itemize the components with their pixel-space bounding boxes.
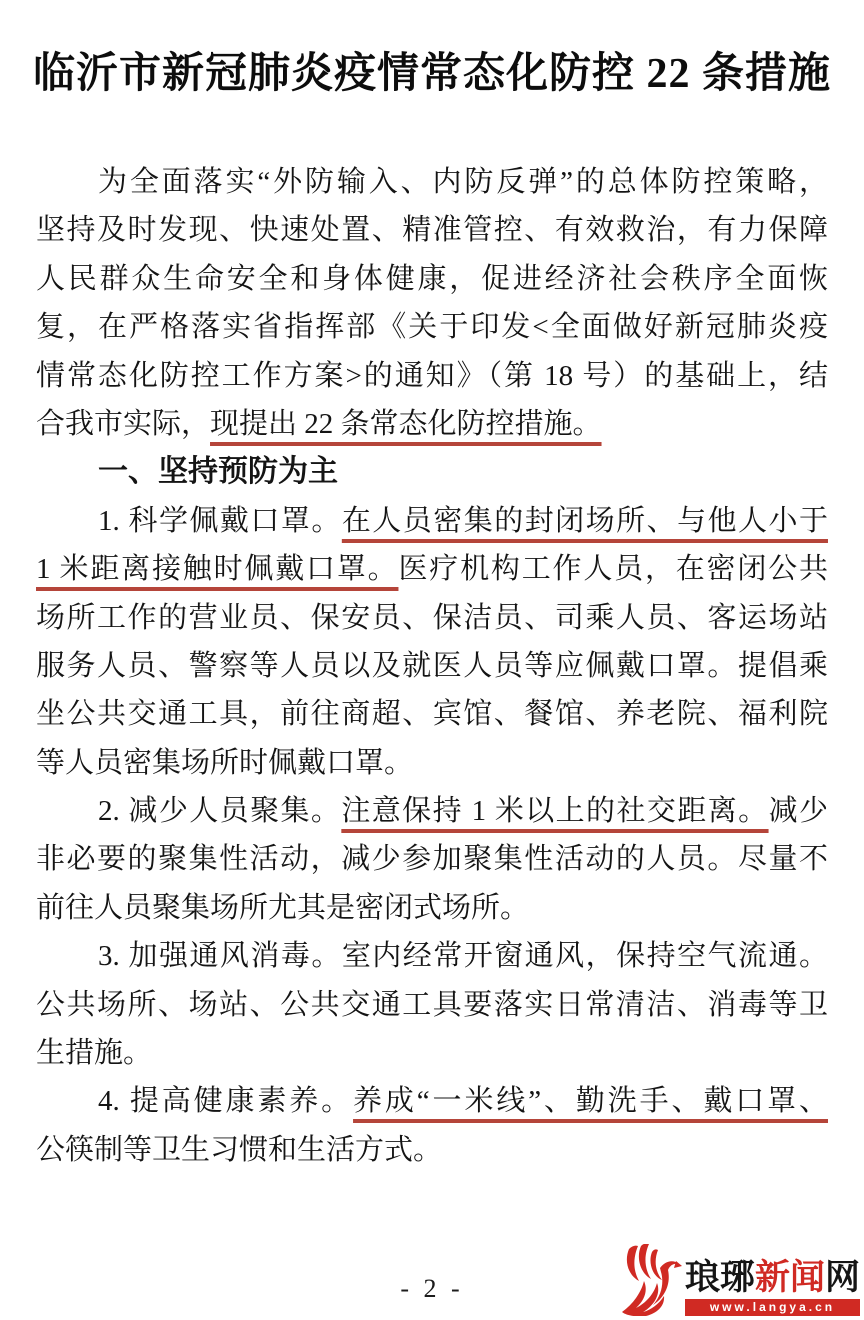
text-line xyxy=(36,545,828,593)
text-segment: 医疗机构工作人员，在密闭公共 xyxy=(398,553,828,586)
text-segment: 生措施。 xyxy=(36,1037,153,1070)
text-line xyxy=(36,497,828,545)
text-segment: 等人员密集场所时佩戴口罩。 xyxy=(36,746,414,779)
text-line xyxy=(36,884,828,932)
text-line xyxy=(36,158,828,206)
text-line xyxy=(36,1126,828,1174)
text-segment: 情常态化防控工作方案>的通知》（第 18 号）的基础上，结 xyxy=(36,359,828,392)
page-title: 临沂市新冠肺炎疫情常态化防控 22 条措施 xyxy=(32,51,831,97)
text-segment: 复，在严格落实省指挥部《关于印发<全面做好新冠肺炎疫 xyxy=(36,311,828,344)
langya-news-logo xyxy=(617,1244,860,1316)
text-segment: 场所工作的营业员、保安员、保洁员、司乘人员、客运场站 xyxy=(36,601,828,634)
text-segment: 坚持及时发现、快速处置、精准管控、有效救治，有力保障 xyxy=(36,214,828,247)
text-segment: 非必要的聚集性活动，减少参加聚集性活动的人员。尽量不 xyxy=(36,843,828,876)
text-line xyxy=(36,642,828,690)
text-segment: 为全面落实“外防输入、内防反弹”的总体防控策略， xyxy=(98,166,828,198)
text-line xyxy=(36,787,828,835)
logo-url-bar: www.langya.cn xyxy=(685,1299,860,1316)
underlined-text-segment: 注意保持 1 米以上的社交距离。 xyxy=(341,795,769,828)
text-line xyxy=(36,932,828,980)
underlined-text-segment: 1 米距离接触时佩戴口罩。 xyxy=(36,553,399,586)
text-segment: 4. 提高健康素养。 xyxy=(98,1085,354,1118)
text-segment: 坐公共交通工具，前往商超、宾馆、餐馆、养老院、福利院 xyxy=(36,698,828,731)
text-segment: 减少 xyxy=(768,795,828,828)
text-segment: 合我市实际， xyxy=(36,407,211,440)
text-line xyxy=(36,739,828,787)
text-line xyxy=(36,400,828,448)
page-number: - 2 - xyxy=(400,1274,464,1303)
text-line xyxy=(36,1029,828,1077)
logo-wordmark xyxy=(685,1259,860,1297)
logo-text-black-right: 网 xyxy=(824,1258,860,1297)
section-heading xyxy=(36,448,828,496)
text-segment: 公共场所、场站、公共交通工具要落实日常清洁、消毒等卫 xyxy=(36,988,828,1021)
phoenix-bird-icon xyxy=(617,1244,683,1316)
text-line xyxy=(36,255,828,303)
underlined-text-segment: 在人员密集的封闭场所、与他人小于 xyxy=(341,504,828,537)
text-segment: 前往人员聚集场所尤其是密闭式场所。 xyxy=(36,891,530,924)
text-line xyxy=(36,690,828,738)
text-line xyxy=(36,835,828,883)
text-line xyxy=(36,1077,828,1125)
underlined-text-segment: 现提出 22 条常态化防控措施。 xyxy=(210,407,602,440)
text-segment: 一、坚持预防为主 xyxy=(98,455,338,489)
text-line xyxy=(36,352,828,400)
text-segment: 3. 加强通风消毒。室内经常开窗通风，保持空气流通。 xyxy=(98,940,828,973)
text-segment: 1. 科学佩戴口罩。 xyxy=(98,504,342,537)
text-line xyxy=(36,303,828,351)
logo-text-red: 新闻 xyxy=(754,1258,825,1297)
text-line xyxy=(36,206,828,254)
text-segment: 人民群众生命安全和身体健康，促进经济社会秩序全面恢 xyxy=(36,262,828,295)
logo-text-block xyxy=(685,1259,860,1316)
logo-text-black-left: 琅琊 xyxy=(684,1258,755,1297)
text-segment: 服务人员、警察等人员以及就医人员等应佩戴口罩。提倡乘 xyxy=(36,649,828,682)
text-segment: 2. 减少人员聚集。 xyxy=(98,795,342,828)
underlined-text-segment: 养成“一米线”、勤洗手、戴口罩、 xyxy=(353,1085,828,1118)
text-segment: 公筷制等卫生习惯和生活方式。 xyxy=(36,1133,443,1166)
document-body xyxy=(36,158,828,1174)
text-line xyxy=(36,981,828,1029)
text-line xyxy=(36,594,828,642)
